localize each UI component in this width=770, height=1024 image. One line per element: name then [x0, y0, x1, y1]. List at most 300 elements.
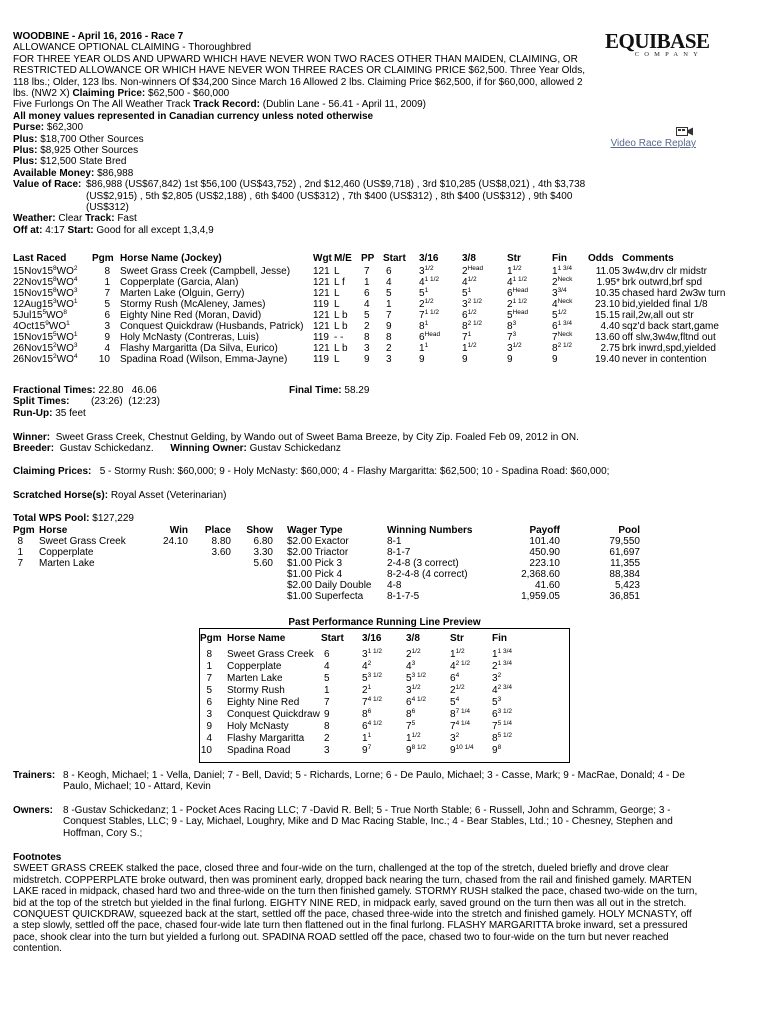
pp-3-8	[406, 721, 415, 732]
last-raced-date: 15Nov15	[13, 266, 54, 277]
last-raced-race: 8	[53, 287, 57, 294]
wps-pool-label: Total WPS Pool:	[13, 513, 90, 524]
pp-3-16-margin: 1	[367, 684, 372, 691]
video-camera-icon[interactable]	[676, 126, 694, 137]
pool: 79,550	[609, 536, 640, 547]
chart-row	[13, 266, 763, 277]
pp-fin	[492, 697, 501, 708]
pp-3-16	[362, 697, 382, 708]
trainers-label: Trainers:	[13, 770, 56, 781]
call-finish	[552, 354, 558, 365]
fractional-times-value: 22.80 46.06	[98, 385, 157, 396]
med-equip: L	[334, 288, 340, 299]
pp-pgm: 5	[206, 685, 212, 696]
pgm: 10	[98, 354, 110, 365]
comment: never in contention	[622, 354, 707, 365]
wps-pgm: 8	[17, 536, 23, 547]
start-position: 4	[386, 277, 392, 288]
claiming-price-value: $62,500 - $60,000	[148, 88, 230, 100]
post-position: 5	[364, 310, 370, 321]
call-3-8-pos: 7	[462, 332, 468, 343]
pp-3-16	[362, 661, 371, 672]
breeder-label: Breeder:	[13, 443, 55, 454]
call-3-8-pos: 1	[462, 343, 468, 354]
last-raced-date: 12Aug15	[13, 299, 54, 310]
pp-str	[450, 649, 465, 660]
chart-row	[13, 277, 763, 288]
footnotes-block	[13, 852, 763, 955]
weather-label: Weather:	[13, 213, 56, 225]
pp-3-8	[406, 733, 421, 744]
last-raced-date: 22Nov15	[13, 277, 54, 288]
pp-3-16	[362, 709, 371, 720]
call-3-16	[419, 354, 425, 365]
winning-numbers: 8-1-7-5	[387, 591, 420, 602]
footnote-line: SWEET GRASS CREEK stalked the pace, closed three and four-wide on the turn, challenged at the top of the stretch, dueled briefly and drove clear	[13, 863, 669, 875]
last-raced-finish: 4	[73, 353, 78, 360]
last-raced-finish: 3	[73, 287, 78, 294]
pp-str-pos: 8	[450, 709, 456, 720]
scratched-value: Royal Asset (Veterinarian)	[110, 490, 227, 501]
winning-owner-value: Gustav Schickedanz	[249, 443, 341, 454]
winning-numbers: 8-1-7	[387, 547, 411, 558]
call-3-16-margin: 1 1/2	[424, 276, 440, 283]
pp-3-8-pos: 1	[406, 733, 412, 744]
pp-3-16-pos: 9	[362, 745, 368, 756]
pp-str-margin: 4	[455, 672, 460, 679]
start-position: 7	[386, 310, 392, 321]
weight: 121	[313, 343, 330, 354]
pp-str-margin: 1/2	[455, 648, 465, 655]
horse-name-jockey: Sweet Grass Creek (Campbell, Jesse)	[120, 266, 291, 277]
call-stretch-pos: 1	[507, 266, 513, 277]
pp-3-8-pos: 9	[406, 745, 412, 756]
pp-horse: Flashy Margaritta	[227, 733, 305, 744]
horse-name-jockey: Copperplate (Garcia, Alan)	[120, 277, 239, 288]
call-3-16-margin: 1	[424, 287, 429, 294]
plus-label: Plus:	[13, 133, 38, 145]
last-raced	[13, 310, 67, 321]
pp-fin-margin: 3 1/2	[497, 708, 513, 715]
col-pgm: Pgm	[92, 253, 114, 264]
pp-start: 2	[324, 733, 330, 744]
wps-pool	[13, 513, 134, 524]
last-raced-race: 8	[53, 276, 57, 283]
last-raced	[13, 354, 78, 365]
pp-row	[200, 649, 569, 660]
pp-pgm: 10	[200, 745, 212, 756]
value-label: Value of Race:	[13, 179, 82, 191]
call-finish-pos: 7	[552, 332, 558, 343]
pp-3-8-margin: 3	[411, 660, 416, 667]
pp-fin	[492, 661, 512, 672]
pp-3-16-pos: 4	[362, 661, 368, 672]
claiming-prices	[13, 466, 609, 477]
plus-label: Plus:	[13, 156, 38, 168]
last-raced-track: WO	[56, 288, 74, 299]
call-stretch-pos: 8	[507, 321, 513, 332]
final-time-label: Final Time:	[289, 385, 342, 396]
col-fin: Fin	[552, 253, 567, 264]
pp-fin	[492, 649, 512, 660]
wps-horse: Sweet Grass Creek	[39, 536, 126, 547]
last-raced-track: WO	[56, 343, 74, 354]
last-raced-finish: 3	[73, 342, 78, 349]
breeder-value: Gustav Schickedanz.	[59, 443, 154, 454]
horse-name-jockey: Stormy Rush (McAleney, James)	[120, 299, 266, 310]
post-position: 4	[364, 299, 370, 310]
pp-3-8-margin: 1/2	[411, 684, 421, 691]
pp-3-8-pos: 3	[406, 685, 412, 696]
last-raced-finish: 2	[73, 265, 78, 272]
pp-str	[450, 721, 470, 732]
weight: 121	[313, 288, 330, 299]
pp-3-16-margin: 6	[367, 708, 372, 715]
call-stretch-pos: 6	[507, 288, 513, 299]
call-3-8	[462, 354, 468, 365]
wps-show: 5.60	[253, 558, 273, 569]
pp-3-8-margin: 6	[411, 708, 416, 715]
pp-3-8-margin: 8 1/2	[411, 744, 427, 751]
race-type: ALLOWANCE OPTIONAL CLAIMING - Thoroughbred	[13, 42, 252, 54]
pp-title: Past Performance Running Line Preview	[288, 617, 481, 628]
wager-type: $1.00 Pick 4	[287, 569, 343, 580]
pp-str-pos: 4	[450, 661, 456, 672]
last-raced-race: 5	[53, 331, 57, 338]
video-replay-link[interactable]: Video Race Replay	[610, 138, 696, 149]
pp-fin-pos: 5	[492, 697, 498, 708]
pp-str-margin: 2 1/2	[455, 660, 471, 667]
col-odds: Odds	[588, 253, 614, 264]
distance-line	[13, 99, 593, 110]
pp-3-8-margin: 3 1/2	[411, 672, 427, 679]
col-last-raced: Last Raced	[13, 253, 67, 264]
start-position: 5	[386, 288, 392, 299]
pp-3-16	[362, 745, 371, 756]
last-raced-track: WO	[48, 321, 67, 332]
video-replay[interactable]	[604, 126, 704, 152]
pp-row	[200, 661, 569, 672]
pp-fin	[492, 685, 512, 696]
pp-fin-pos: 3	[492, 673, 498, 684]
pp-str	[450, 697, 459, 708]
pp-3-16-pos: 6	[362, 721, 368, 732]
wps-col-win: Win	[169, 525, 188, 536]
col-start: Start	[383, 253, 406, 264]
currency-note: All money values represented in Canadian currency unless noted otherwise	[13, 110, 374, 122]
call-finish-margin: Neck	[557, 276, 573, 283]
last-raced	[13, 332, 78, 343]
pp-pgm: 3	[206, 709, 212, 720]
med-equip: L f	[334, 277, 345, 288]
pool: 36,851	[609, 591, 640, 602]
med-equip: L	[334, 354, 340, 365]
odds: 23.10	[594, 299, 620, 310]
trainers-line-2: Paulo, Michael; 10 - Attard, Kevin	[63, 781, 211, 793]
pp-fin-margin: 5 1/4	[497, 720, 513, 727]
pp-str	[450, 709, 470, 720]
pp-fin-pos: 7	[492, 721, 498, 732]
pp-str-margin: 7 1/4	[455, 708, 471, 715]
pp-3-16-pos: 3	[362, 649, 368, 660]
wps-col-pgm: Pgm	[13, 525, 35, 536]
call-3-8-pos: 9	[462, 354, 468, 365]
call-3-8-pos: 4	[462, 277, 468, 288]
call-finish-margin: 2 1/2	[557, 342, 573, 349]
pp-3-16-pos: 2	[362, 685, 368, 696]
pgm: 5	[104, 299, 110, 310]
last-raced-race: 3	[53, 298, 57, 305]
chart-row	[13, 288, 763, 299]
plus-value: $8,925 Other Sources	[40, 145, 139, 157]
pp-start: 7	[324, 697, 330, 708]
last-raced-date: 26Nov15	[13, 354, 54, 365]
call-3-16-pos: 9	[419, 354, 425, 365]
track-record-label: Track Record:	[193, 99, 260, 111]
value-line-2: (US$2,915) , 5th $2,805 (US$2,188) , 6th $400 (US$312) , 7th $400 (US$312) , 8th $400 (US$312) , 9th $400	[86, 190, 573, 202]
col-str: Str	[507, 253, 521, 264]
pp-fin-pos: 6	[492, 709, 498, 720]
last-raced-finish: 1	[73, 298, 78, 305]
last-raced-race: 9	[45, 320, 49, 327]
pp-3-16-pos: 7	[362, 697, 368, 708]
call-3-8-margin: Head	[467, 265, 484, 272]
last-raced	[13, 277, 78, 288]
call-3-8-margin: 1	[467, 331, 472, 338]
chart-row	[13, 343, 763, 354]
plus-value: $18,700 Other Sources	[40, 133, 144, 145]
weight: 119	[313, 354, 329, 365]
pgm: 7	[104, 288, 110, 299]
post-position: 1	[364, 277, 370, 288]
payoff: 2,368.60	[521, 569, 560, 580]
pp-3-16	[362, 685, 371, 696]
run-up-value: 35 feet	[55, 407, 86, 419]
pgm: 1	[104, 277, 110, 288]
call-finish-pos: 5	[552, 310, 558, 321]
last-raced-date: 5Jul15	[13, 310, 43, 321]
comment: sqz'd back start,game	[622, 321, 719, 332]
call-finish-pos: 4	[552, 299, 558, 310]
pp-str-pos: 9	[450, 745, 456, 756]
call-3-16-margin: 1/2	[424, 265, 434, 272]
post-position: 9	[364, 354, 370, 365]
wps-col-wager: Wager Type	[287, 525, 343, 536]
fractional-times-label: Fractional Times:	[13, 385, 96, 396]
post-position: 6	[364, 288, 370, 299]
horse-name-jockey: Eighty Nine Red (Moran, David)	[120, 310, 262, 321]
col-me: M/E	[334, 253, 352, 264]
odds: 13.60	[594, 332, 620, 343]
pp-3-8	[406, 745, 426, 756]
payoff: 223.10	[529, 558, 560, 569]
call-3-16-pos: 3	[419, 266, 425, 277]
call-stretch-pos: 5	[507, 310, 513, 321]
trainers-line-1: 8 - Keogh, Michael; 1 - Vella, Daniel; 7 - Bell, David; 5 - Richards, Lorne; 6 - De Paulo, Michael; 3 - Casse, Mark; 9 - MacRae, Donald; 4 - De	[63, 770, 685, 781]
pp-start: 6	[324, 649, 330, 660]
pp-str-pos: 6	[450, 673, 456, 684]
equibase-logo	[605, 29, 710, 61]
start-position: 9	[386, 321, 392, 332]
pp-3-16-margin: 1	[367, 732, 372, 739]
call-finish-pos: 3	[552, 288, 558, 299]
pp-fin	[492, 709, 512, 720]
pp-3-8	[406, 685, 421, 696]
call-finish-margin: Neck	[557, 298, 573, 305]
footnote-line: contention.	[13, 943, 62, 955]
payoff: 101.40	[529, 536, 560, 547]
last-raced-track: WO	[56, 266, 74, 277]
off-at-label: Off at:	[13, 224, 43, 236]
owners-line-1: 8 -Gustav Schickedanz; 1 - Pocket Aces Racing LLC; 7 -David R. Bell; 5 - True North Stable; 6 - Russell, John and Schramm, George; 3 -	[63, 805, 671, 816]
pp-fin	[492, 673, 501, 684]
pp-fin-margin: 2	[497, 672, 502, 679]
wps-place: 8.80	[211, 536, 231, 547]
pp-3-16	[362, 733, 371, 744]
pool: 61,697	[609, 547, 640, 558]
call-finish-margin: Neck	[557, 331, 573, 338]
chart-row	[13, 310, 763, 321]
call-stretch-margin: 3	[512, 331, 517, 338]
call-stretch-margin: Head	[512, 309, 529, 316]
race-header	[13, 31, 593, 236]
pp-fin-pos: 1	[492, 649, 498, 660]
payoff: 450.90	[529, 547, 560, 558]
call-finish-pos: 9	[552, 354, 558, 365]
pp-start: 1	[324, 685, 330, 696]
odds: 15.15	[594, 310, 620, 321]
purse-label: Purse:	[13, 122, 45, 134]
wps-col-show: Show	[246, 525, 273, 536]
pp-horse: Sweet Grass Creek	[227, 649, 314, 660]
conditions-text: FOR THREE YEAR OLDS AND UPWARD WHICH HAVE NEVER WON TWO RACES OTHER THAN MAIDEN, CLAIMING, OR RESTRICTED ALLOWANCE OR WHICH HAVE NEVER WON THREE RACES OR CLAIMING PRICE $62,500. Three Year Olds, 118 lbs.; Older, 123 lbs. Non-winners Of $34,200 Since March 16 Allowed 2 lbs. Claiming Price $62,500, if for $60,000, allowed 2 lbs. (NW2 X)	[13, 53, 585, 100]
call-stretch-margin: Head	[512, 287, 529, 294]
pp-row	[200, 697, 569, 708]
track-record: (Dublin Lane - 56.41 - April 11, 2009)	[262, 99, 426, 111]
call-3-8	[462, 321, 482, 332]
last-raced-track: WO	[46, 310, 64, 321]
pgm: 3	[104, 321, 110, 332]
breeder-line	[13, 443, 341, 454]
pp-pgm: 8	[206, 649, 212, 660]
wager-type: $2.00 Triactor	[287, 547, 349, 558]
last-raced-race: 2	[53, 353, 57, 360]
call-3-16-pos: 1	[419, 343, 425, 354]
wager-row	[13, 558, 653, 569]
pp-horse: Marten Lake	[227, 673, 283, 684]
call-3-8-margin: 1/2	[467, 276, 477, 283]
last-raced-track: WO	[56, 277, 74, 288]
chart-row	[13, 354, 763, 365]
last-raced-finish: 1	[66, 320, 70, 327]
pp-3-8-margin: 5	[411, 720, 416, 727]
med-equip: L	[334, 299, 340, 310]
wps-pool-value: $127,229	[92, 513, 134, 524]
wps-col-numbers: Winning Numbers	[387, 525, 473, 536]
value-of-race	[13, 179, 770, 213]
pp-str-margin: 10 1/4	[455, 744, 474, 751]
times-block	[13, 385, 763, 421]
payoff: 41.60	[534, 580, 560, 591]
call-3-8-pos: 6	[462, 310, 468, 321]
call-3-8-pos: 8	[462, 321, 468, 332]
call-3-16-pos: 4	[419, 277, 425, 288]
wps-col-horse: Horse	[39, 525, 68, 536]
pp-3-8-pos: 7	[406, 721, 412, 732]
off-at-value: 4:17	[45, 224, 65, 236]
scratched-horses	[13, 490, 226, 501]
last-raced	[13, 343, 78, 354]
wager-row	[13, 536, 653, 547]
last-raced-date: 4Oct15	[13, 321, 46, 332]
wps-place: 3.60	[211, 547, 231, 558]
owners-label: Owners:	[13, 805, 54, 816]
chart-row	[13, 299, 763, 310]
logo-word: EQUIBASE	[605, 29, 710, 53]
wager-row	[13, 580, 653, 591]
chart-row	[13, 332, 763, 343]
pp-fin-margin: 5 1/2	[497, 732, 513, 739]
wps-col-pool: Pool	[618, 525, 640, 536]
value-line-1: $86,988 (US$67,842) 1st $56,100 (US$43,752) , 2nd $12,460 (US$9,718) , 3rd $10,285 (US$8,021) , 4th $3,738	[86, 179, 586, 191]
last-raced-finish: 1	[73, 331, 78, 338]
call-3-16-margin: 1	[424, 320, 429, 327]
final-time-value: 58.29	[344, 385, 370, 396]
available-money-value: $86,988	[97, 167, 134, 179]
last-raced-track: WO	[56, 354, 74, 365]
run-up-label: Run-Up:	[13, 407, 53, 419]
call-3-8-pos: 2	[462, 266, 468, 277]
pp-3-16	[362, 649, 382, 660]
comment: rail,2w,all out str	[622, 310, 694, 321]
col-3-16: 3/16	[419, 253, 439, 264]
wager-type: $2.00 Exactor	[287, 536, 349, 547]
last-raced-date: 26Nov15	[13, 343, 54, 354]
wps-horse: Marten Lake	[39, 558, 95, 569]
call-finish-margin: 3/4	[557, 287, 567, 294]
post-position: 3	[364, 343, 370, 354]
pp-3-8-pos: 4	[406, 661, 412, 672]
pp-3-8	[406, 649, 421, 660]
pp-col-horse: Horse Name	[227, 633, 286, 644]
weight: 121	[313, 310, 330, 321]
distance: Five Furlongs On The All Weather Track	[13, 99, 191, 111]
track-label: Track:	[85, 213, 115, 225]
pp-3-16-pos: 1	[362, 733, 368, 744]
call-stretch	[507, 354, 513, 365]
weight: 121	[313, 266, 330, 277]
pp-3-8-margin: 1/2	[411, 732, 421, 739]
odds: 4.40	[600, 321, 620, 332]
pp-fin-pos: 9	[492, 745, 498, 756]
pp-start: 8	[324, 721, 330, 732]
wager-type: $1.00 Pick 3	[287, 558, 343, 569]
pp-3-16	[362, 673, 382, 684]
pp-col-start: Start	[321, 633, 344, 644]
last-raced-date: 15Nov15	[13, 332, 54, 343]
winning-numbers: 4-8	[387, 580, 402, 591]
pp-3-16-pos: 8	[362, 709, 368, 720]
pp-str-margin: 4	[455, 696, 460, 703]
pp-3-8-pos: 5	[406, 673, 412, 684]
pp-3-16-margin: 3 1/2	[367, 672, 383, 679]
med-equip: L b	[334, 310, 348, 321]
start-position: 2	[386, 343, 392, 354]
last-raced	[13, 266, 78, 277]
last-raced-finish: 4	[73, 276, 78, 283]
pp-col-pgm: Pgm	[200, 633, 222, 644]
pp-row	[200, 745, 569, 756]
